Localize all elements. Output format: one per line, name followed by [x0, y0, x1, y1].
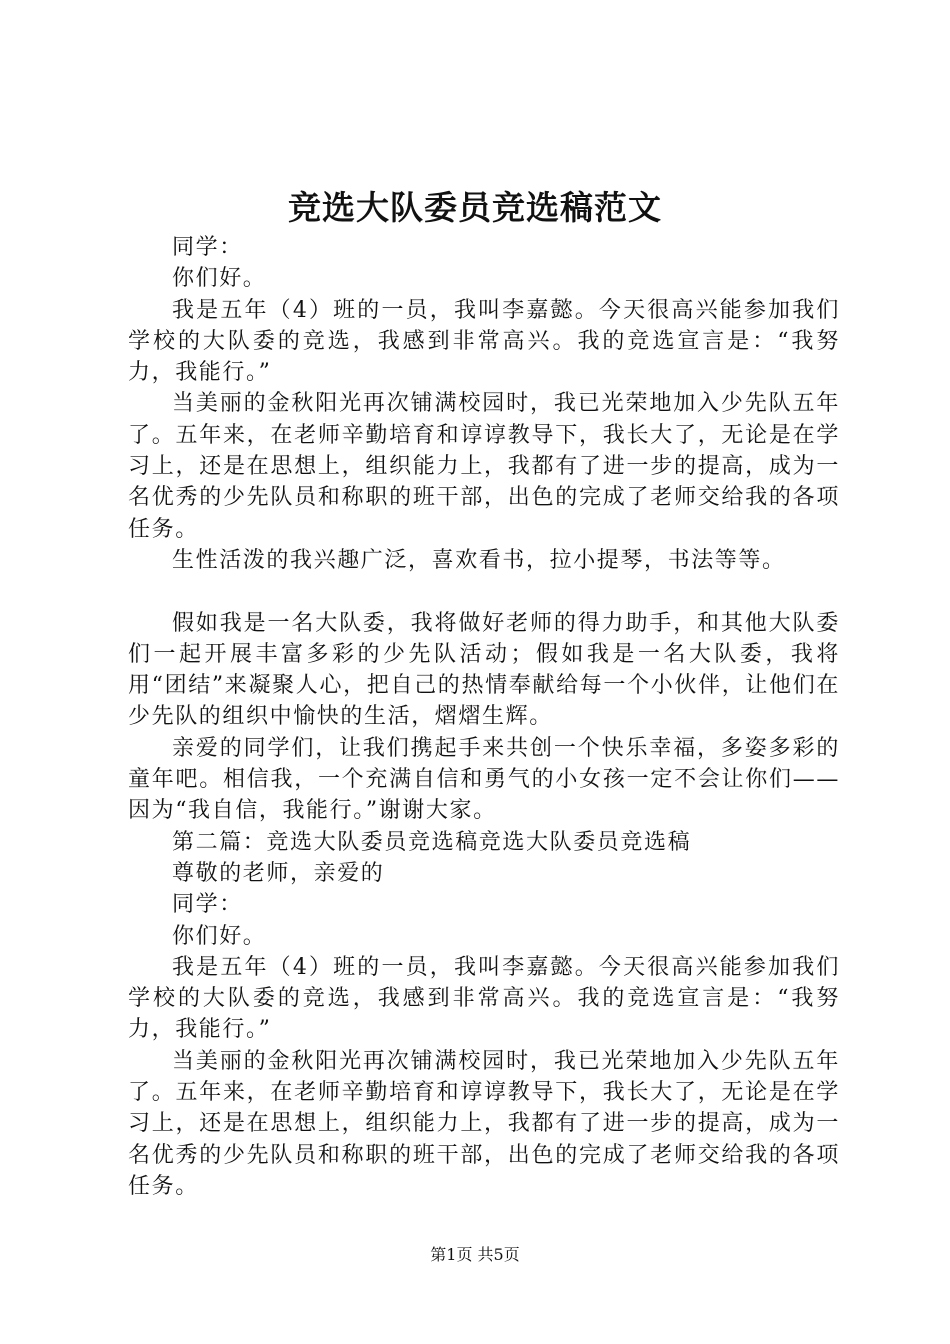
paragraph: 同学：: [172, 892, 243, 918]
document-title: 竞选大队委员竞选稿范文: [288, 188, 662, 227]
section-heading: 第二篇：竞选大队委员竞选稿竞选大队委员竞选稿: [172, 829, 692, 855]
paragraph: 当美丽的金秋阳光再次铺满校园时，我已光荣地加入少先队五年了。五年来，在老师辛勤培育和谆谆教导下，我长大了，无论是在学习上，还是在思想上，组织能力上，我都有了进一步的提高，成为一名优秀的少先队员和称职的班干部，出色的完成了老师交给我的各项任务。: [128, 391, 840, 542]
paragraph: 你们好。: [172, 923, 267, 949]
paragraph: 亲爱的同学们，让我们携起手来共创一个快乐幸福，多姿多彩的童年吧。相信我，一个充满自信和勇气的小女孩一定不会让你们——因为“我自信，我能行。”谢谢大家。: [128, 735, 840, 824]
paragraph: 我是五年（4）班的一员，我叫李嘉懿。今天很高兴能参加我们学校的大队委的竞选，我感到非常高兴。我的竞选宣言是：“我努力，我能行。”: [128, 297, 840, 386]
document-body: [128, 232, 840, 1202]
paragraph: 当美丽的金秋阳光再次铺满校园时，我已光荣地加入少先队五年了。五年来，在老师辛勤培育和谆谆教导下，我长大了，无论是在学习上，还是在思想上，组织能力上，我都有了进一步的提高，成为一名优秀的少先队员和称职的班干部，出色的完成了老师交给我的各项任务。: [128, 1048, 840, 1199]
paragraph: 同学：: [172, 235, 243, 260]
paragraph: 我是五年（4）班的一员，我叫李嘉懿。今天很高兴能参加我们学校的大队委的竞选，我感到非常高兴。我的竞选宣言是：“我努力，我能行。”: [128, 954, 840, 1043]
paragraph: 你们好。: [172, 266, 267, 292]
page-footer: 第1页 共5页: [430, 1245, 520, 1264]
paragraph: 尊敬的老师，亲爱的: [172, 860, 385, 886]
paragraph: 生性活泼的我兴趣广泛，喜欢看书，拉小提琴，书法等等。: [172, 547, 786, 573]
paragraph: 假如我是一名大队委，我将做好老师的得力助手，和其他大队委们一起开展丰富多彩的少先队活动；假如我是一名大队委，我将用“团结”来凝聚人心，把自己的热情奉献给每一个小伙伴，让他们在少先队的组织中愉快的生活，熠熠生辉。: [128, 610, 840, 730]
